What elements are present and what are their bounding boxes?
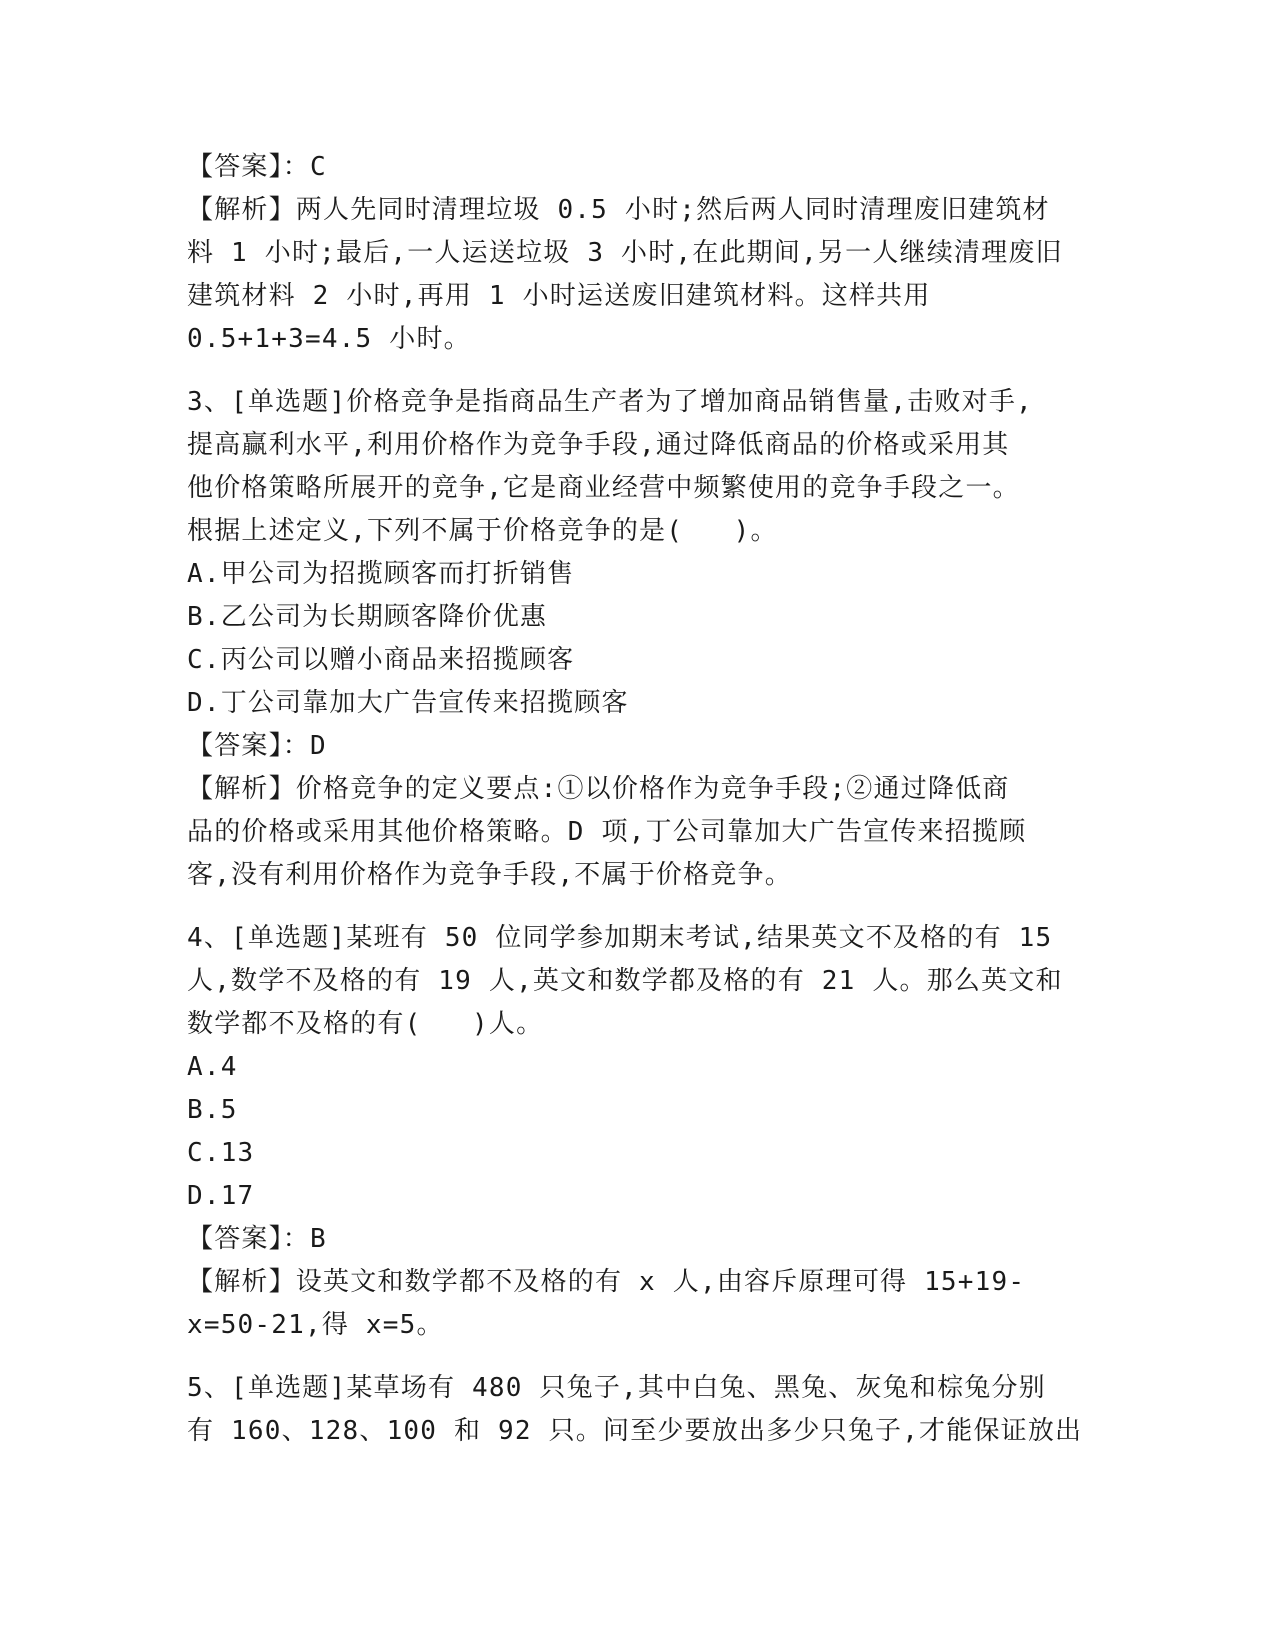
- option-a: A.甲公司为招揽顾客而打折销售: [187, 559, 575, 589]
- analysis-line: 【解析】两人先同时清理垃圾 0.5 小时;然后两人同时清理废旧建筑材: [187, 195, 1050, 225]
- question-5: [187, 1367, 1097, 1453]
- option-c: C.丙公司以赠小商品来招揽顾客: [187, 645, 575, 675]
- question-stem-line: 4、[单选题]某班有 50 位同学参加期末考试,结果英文不及格的有 15: [187, 923, 1053, 953]
- analysis-line: 客,没有利用价格作为竞争手段,不属于价格竞争。: [187, 860, 792, 890]
- question-stem-line: 数学都不及格的有( )人。: [187, 1009, 544, 1039]
- analysis-line: 【解析】价格竞争的定义要点:①以价格作为竞争手段;②通过降低商: [187, 774, 1010, 804]
- question-3: [187, 381, 1097, 897]
- section-gap: [187, 1347, 1097, 1367]
- analysis-line: 建筑材料 2 小时,再用 1 小时运送废旧建筑材料。这样共用: [187, 281, 931, 311]
- answer-line: 【答案】：D: [187, 731, 327, 761]
- option-a: A.4: [187, 1052, 238, 1082]
- answer-line: 【答案】：C: [187, 152, 327, 182]
- question-stem-line: 他价格策略所展开的竞争,它是商业经营中频繁使用的竞争手段之一。: [187, 473, 1020, 503]
- option-b: B.乙公司为长期顾客降价优惠: [187, 602, 548, 632]
- question-stem-line: 3、[单选题]价格竞争是指商品生产者为了增加商品销售量,击败对手,: [187, 387, 1033, 417]
- document-body: [187, 146, 1097, 1453]
- question-stem-line: 5、[单选题]某草场有 480 只兔子,其中白兔、黑兔、灰兔和棕兔分别: [187, 1373, 1046, 1403]
- question-stem-line: 人,数学不及格的有 19 人,英文和数学都及格的有 21 人。那么英文和: [187, 966, 1063, 996]
- option-d: D.丁公司靠加大广告宣传来招揽顾客: [187, 688, 629, 718]
- option-c: C.13: [187, 1138, 255, 1168]
- question-stem-line: 有 160、128、100 和 92 只。问至少要放出多少只兔子,才能保证放出: [187, 1416, 1083, 1446]
- analysis-line: 料 1 小时;最后,一人运送垃圾 3 小时,在此期间,另一人继续清理废旧: [187, 238, 1063, 268]
- answer-line: 【答案】：B: [187, 1224, 327, 1254]
- question-4: [187, 917, 1097, 1347]
- question-2-tail: [187, 146, 1097, 361]
- question-stem-line: 提高赢利水平,利用价格作为竞争手段,通过降低商品的价格或采用其: [187, 430, 1010, 460]
- section-gap: [187, 361, 1097, 381]
- analysis-line: x=50-21,得 x=5。: [187, 1310, 444, 1340]
- analysis-line: 品的价格或采用其他价格策略。D 项,丁公司靠加大广告宣传来招揽顾: [187, 817, 1027, 847]
- option-b: B.5: [187, 1095, 238, 1125]
- analysis-line: 0.5+1+3=4.5 小时。: [187, 324, 471, 354]
- option-d: D.17: [187, 1181, 255, 1211]
- section-gap: [187, 897, 1097, 917]
- question-stem-line: 根据上述定义,下列不属于价格竞争的是( )。: [187, 516, 778, 546]
- analysis-line: 【解析】设英文和数学都不及格的有 x 人,由容斥原理可得 15+19-: [187, 1267, 1026, 1297]
